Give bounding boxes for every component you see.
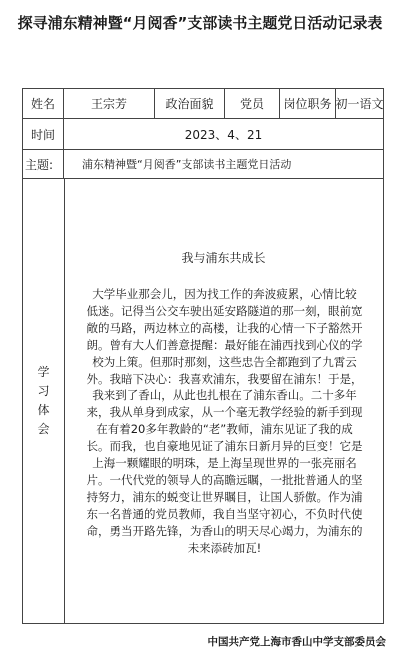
topic-label: 主题:: [23, 150, 64, 178]
politics-label: 政治面貌: [155, 89, 225, 118]
essay-body: [74, 286, 375, 557]
essay-line: 低迷。记得当公交车驶出延安路隧道的那一刻，眼前宽: [86, 303, 363, 318]
politics-value: 党员: [225, 89, 280, 118]
position-value: 初一语文: [335, 97, 384, 111]
essay-line: 片。一代代党的领导人的高瞻远瞩，一批批普通人的坚: [86, 472, 363, 487]
essay-line: 朗。曾有大人们善意提醒：最好能在浦西找到心仪的学: [86, 337, 363, 352]
essay-line: 外。我暗下决心：我喜欢浦东，我要留在浦东！于是，: [86, 371, 363, 386]
reflection-row: [23, 179, 383, 623]
record-table: [22, 88, 384, 624]
position-label: 岗位职务: [280, 89, 336, 118]
name-label: 姓名: [23, 89, 64, 118]
essay-line: 我来到了香山，从此也扎根在了浦东香山。二十多年: [92, 388, 357, 403]
page-title: 探寻浦东精神暨“月阅香”支部读书主题党日活动记录表: [17, 14, 383, 32]
essay-line: 校为上策。但那时那刻，这些忠告全都跑到了九霄云: [92, 354, 357, 369]
essay-line: 命，勇当开路先锋，为香山的明天尽心竭力，为浦东的: [86, 523, 363, 538]
reflection-label: 学习体会: [37, 365, 50, 436]
essay-line: 未来添砖加瓦!: [187, 540, 262, 555]
essay-line: 在有着20多年教龄的“老”教师，浦东见证了我的成: [96, 422, 353, 437]
essay-line: 大学毕业那会儿，因为找工作的奔波疲累，心情比较: [92, 287, 357, 301]
topic-value: 浦东精神暨“月阅香”支部读书主题党日活动: [82, 158, 292, 171]
name-value: 王宗芳: [64, 89, 155, 118]
info-row: [23, 89, 383, 119]
topic-row: [23, 150, 383, 179]
essay-line: 上海一颗耀眼的明珠，是上海呈现世界的一张亮丽名: [92, 456, 357, 471]
reflection-label-cell: [23, 179, 65, 623]
essay-line: 长。而我，也自豪地见证了浦东日新月异的巨变！它是: [86, 439, 363, 454]
essay-line: 来，我从单身到成家，从一个毫无教学经验的新手到现: [86, 405, 363, 420]
essay-line: 东一名普通的党员教师，我自当坚守初心，不负时代使: [86, 506, 363, 521]
reflection-content: [64, 179, 383, 623]
essay-line: 敞的马路，两边林立的高楼，让我的心情一下子豁然开: [86, 320, 363, 335]
essay-line: 持努力，浦东的蜕变让世界瞩目，让国人骄傲。作为浦: [86, 489, 363, 504]
time-row: [23, 119, 383, 150]
time-label: 时间: [23, 119, 64, 149]
essay-title: 我与浦东共成长: [181, 251, 266, 265]
time-value: 2023、4、21: [184, 127, 263, 142]
footer-organization: 中国共产党上海市香山中学支部委员会: [207, 636, 386, 648]
